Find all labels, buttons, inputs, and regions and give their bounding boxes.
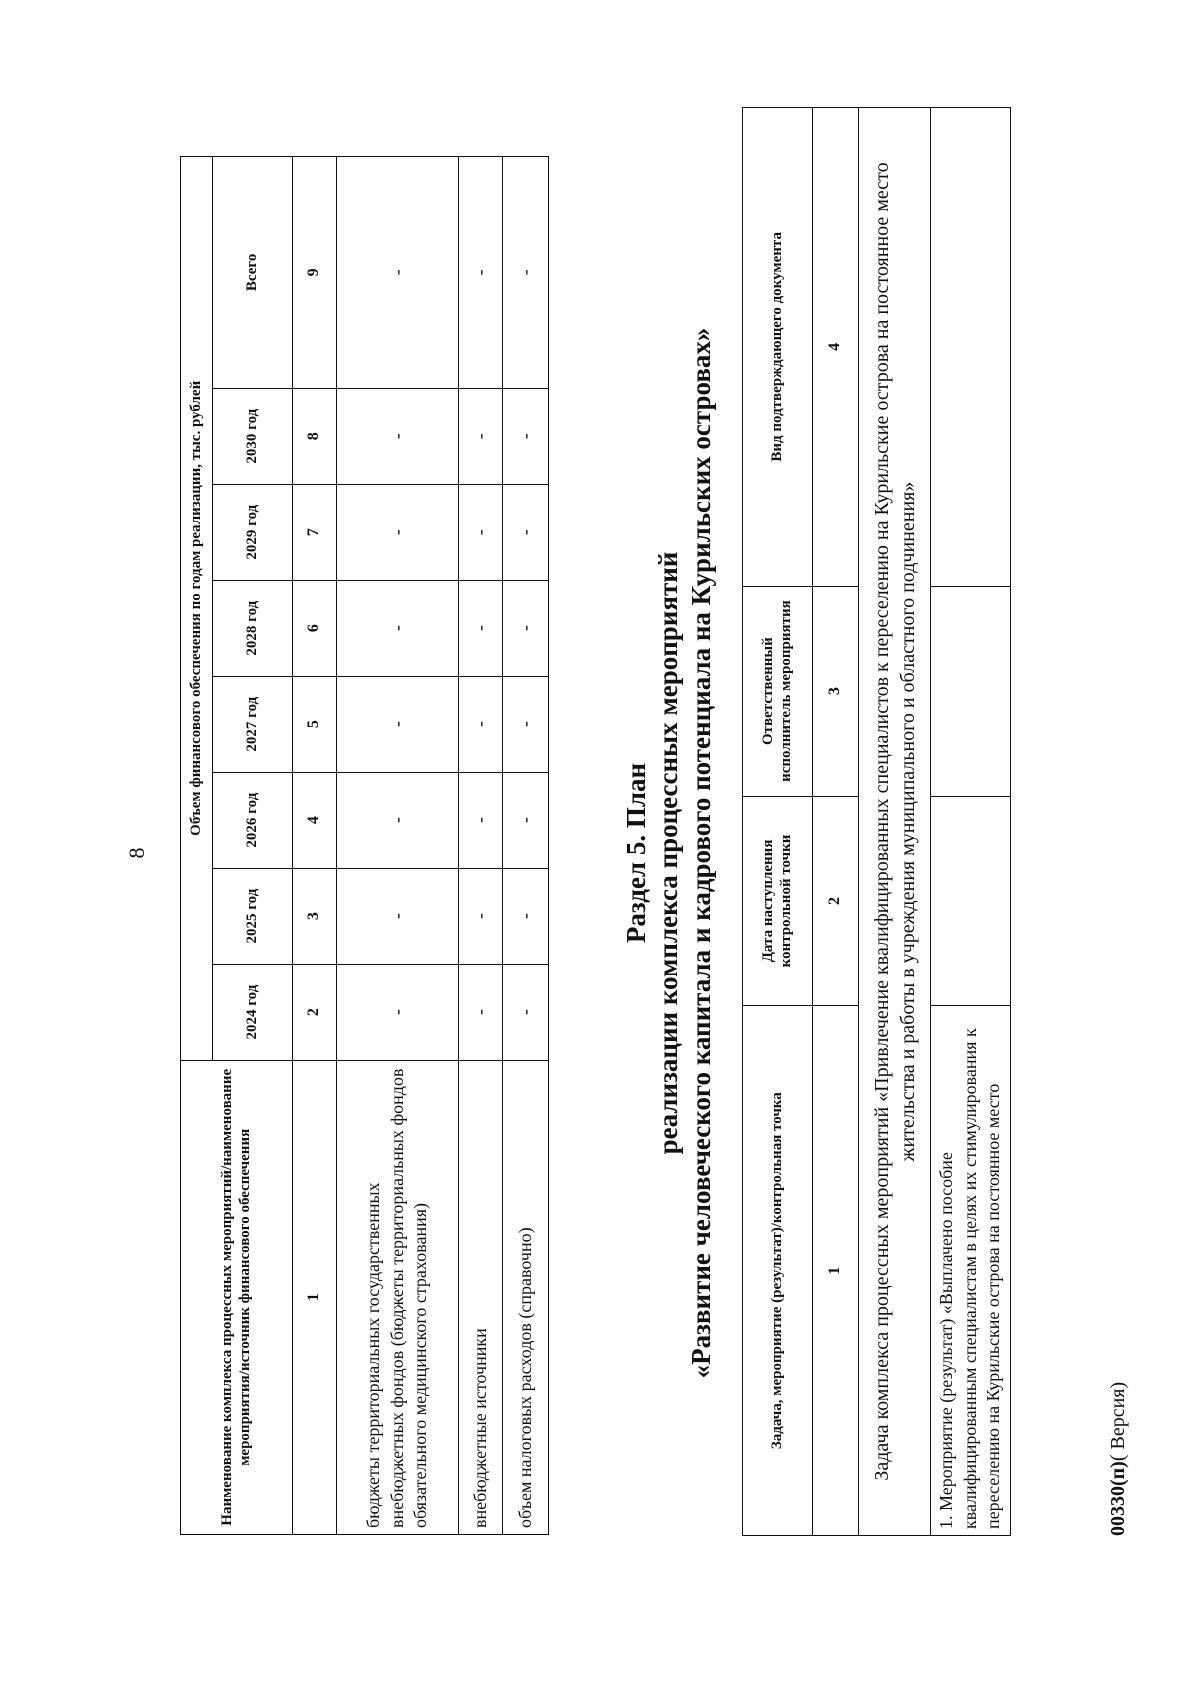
value-cell: - (459, 676, 503, 772)
column-number: 8 (293, 388, 337, 484)
value-cell: - (459, 388, 503, 484)
value-cell: - (337, 157, 459, 389)
value-cell: - (337, 868, 459, 964)
value-cell: - (503, 964, 549, 1060)
header-date: Дата наступления контрольной точки (743, 796, 813, 1006)
column-number: 3 (293, 868, 337, 964)
header-year: 2029 год (213, 484, 293, 580)
column-number: 5 (293, 676, 337, 772)
source-name: бюджеты территориальных государственных внебюджетных фондов (бюджеты территориальных фондов обязательного медицинского страхования) (337, 1060, 459, 1534)
measure-text: 1. Мероприятие (результат) «Выплачено пособие квалифицированным специалистам в целях их стимулирования к переселению на Курильские острова на постоянное место (931, 1006, 1011, 1536)
value-cell: - (459, 964, 503, 1060)
task-row: Задача комплекса процессных мероприятий «Привлечение квалифицированных специалистов к переселению на Курильские острова на постоянное место жительства и работы в учреждения муниципального и областного подчинения» (859, 108, 931, 1536)
header-name-col: Наименование комплекса процессных мероприятий/наименование мероприятия/источник финансового обеспечения (181, 1060, 293, 1534)
column-number: 1 (293, 1060, 337, 1534)
value-cell: - (337, 484, 459, 580)
value-cell: - (459, 484, 503, 580)
column-number: 9 (293, 157, 337, 389)
header-document: Вид подтверждающего документа (743, 108, 813, 587)
measure-date (931, 796, 1011, 1006)
value-cell: - (503, 157, 549, 389)
value-cell: - (337, 964, 459, 1060)
header-task: Задача, мероприятие (результат)/контрольная точка (743, 1006, 813, 1536)
header-year: 2025 год (213, 868, 293, 964)
page-number: 8 (124, 847, 149, 859)
plan-table (742, 107, 1011, 1536)
section-title (620, 40, 717, 1666)
value-cell: - (459, 580, 503, 676)
value-cell: - (503, 388, 549, 484)
value-cell: - (337, 580, 459, 676)
header-executor: Ответственный исполнитель мероприятия (743, 586, 813, 796)
column-number: 4 (293, 772, 337, 868)
column-number: 7 (293, 484, 337, 580)
measure-executor (931, 586, 1011, 796)
value-cell: - (459, 772, 503, 868)
footer-code (1107, 1382, 1130, 1536)
value-cell: - (459, 868, 503, 964)
value-cell: - (503, 772, 549, 868)
column-number: 2 (293, 964, 337, 1060)
financing-table (180, 156, 549, 1535)
header-total: Всего (213, 157, 293, 389)
column-number: 2 (813, 796, 859, 1006)
value-cell: - (337, 772, 459, 868)
header-year: 2030 год (213, 388, 293, 484)
header-year: 2024 год (213, 964, 293, 1060)
document-version: ( Версия) (1107, 1381, 1129, 1462)
table-row (931, 108, 1011, 1536)
source-name: объем налоговых расходов (справочно) (503, 1060, 549, 1534)
section-title-line: «Развитие человеческого капитала и кадрового потенциала на Курильских островах» (685, 327, 716, 1379)
value-cell: - (503, 484, 549, 580)
table-row (337, 157, 459, 1535)
section-title-line: реализации комплекса процессных мероприятий (653, 551, 684, 1155)
header-financing-group: Объем финансового обеспечения по годам реализации, тыс. рублей (181, 157, 213, 1061)
measure-document (931, 108, 1011, 587)
source-name: внебюджетные источники (459, 1060, 503, 1534)
header-year: 2028 год (213, 580, 293, 676)
column-number: 1 (813, 1006, 859, 1536)
column-number: 3 (813, 586, 859, 796)
header-year: 2027 год (213, 676, 293, 772)
value-cell: - (503, 580, 549, 676)
document-code: 00330(п) (1107, 1461, 1129, 1536)
section-title-line: Раздел 5. План (621, 762, 651, 944)
value-cell: - (503, 676, 549, 772)
value-cell: - (337, 388, 459, 484)
value-cell: - (337, 676, 459, 772)
header-year: 2026 год (213, 772, 293, 868)
value-cell: - (459, 157, 503, 389)
column-number: 4 (813, 108, 859, 587)
table-row (459, 157, 503, 1535)
value-cell: - (503, 868, 549, 964)
table-row (503, 157, 549, 1535)
column-number: 6 (293, 580, 337, 676)
